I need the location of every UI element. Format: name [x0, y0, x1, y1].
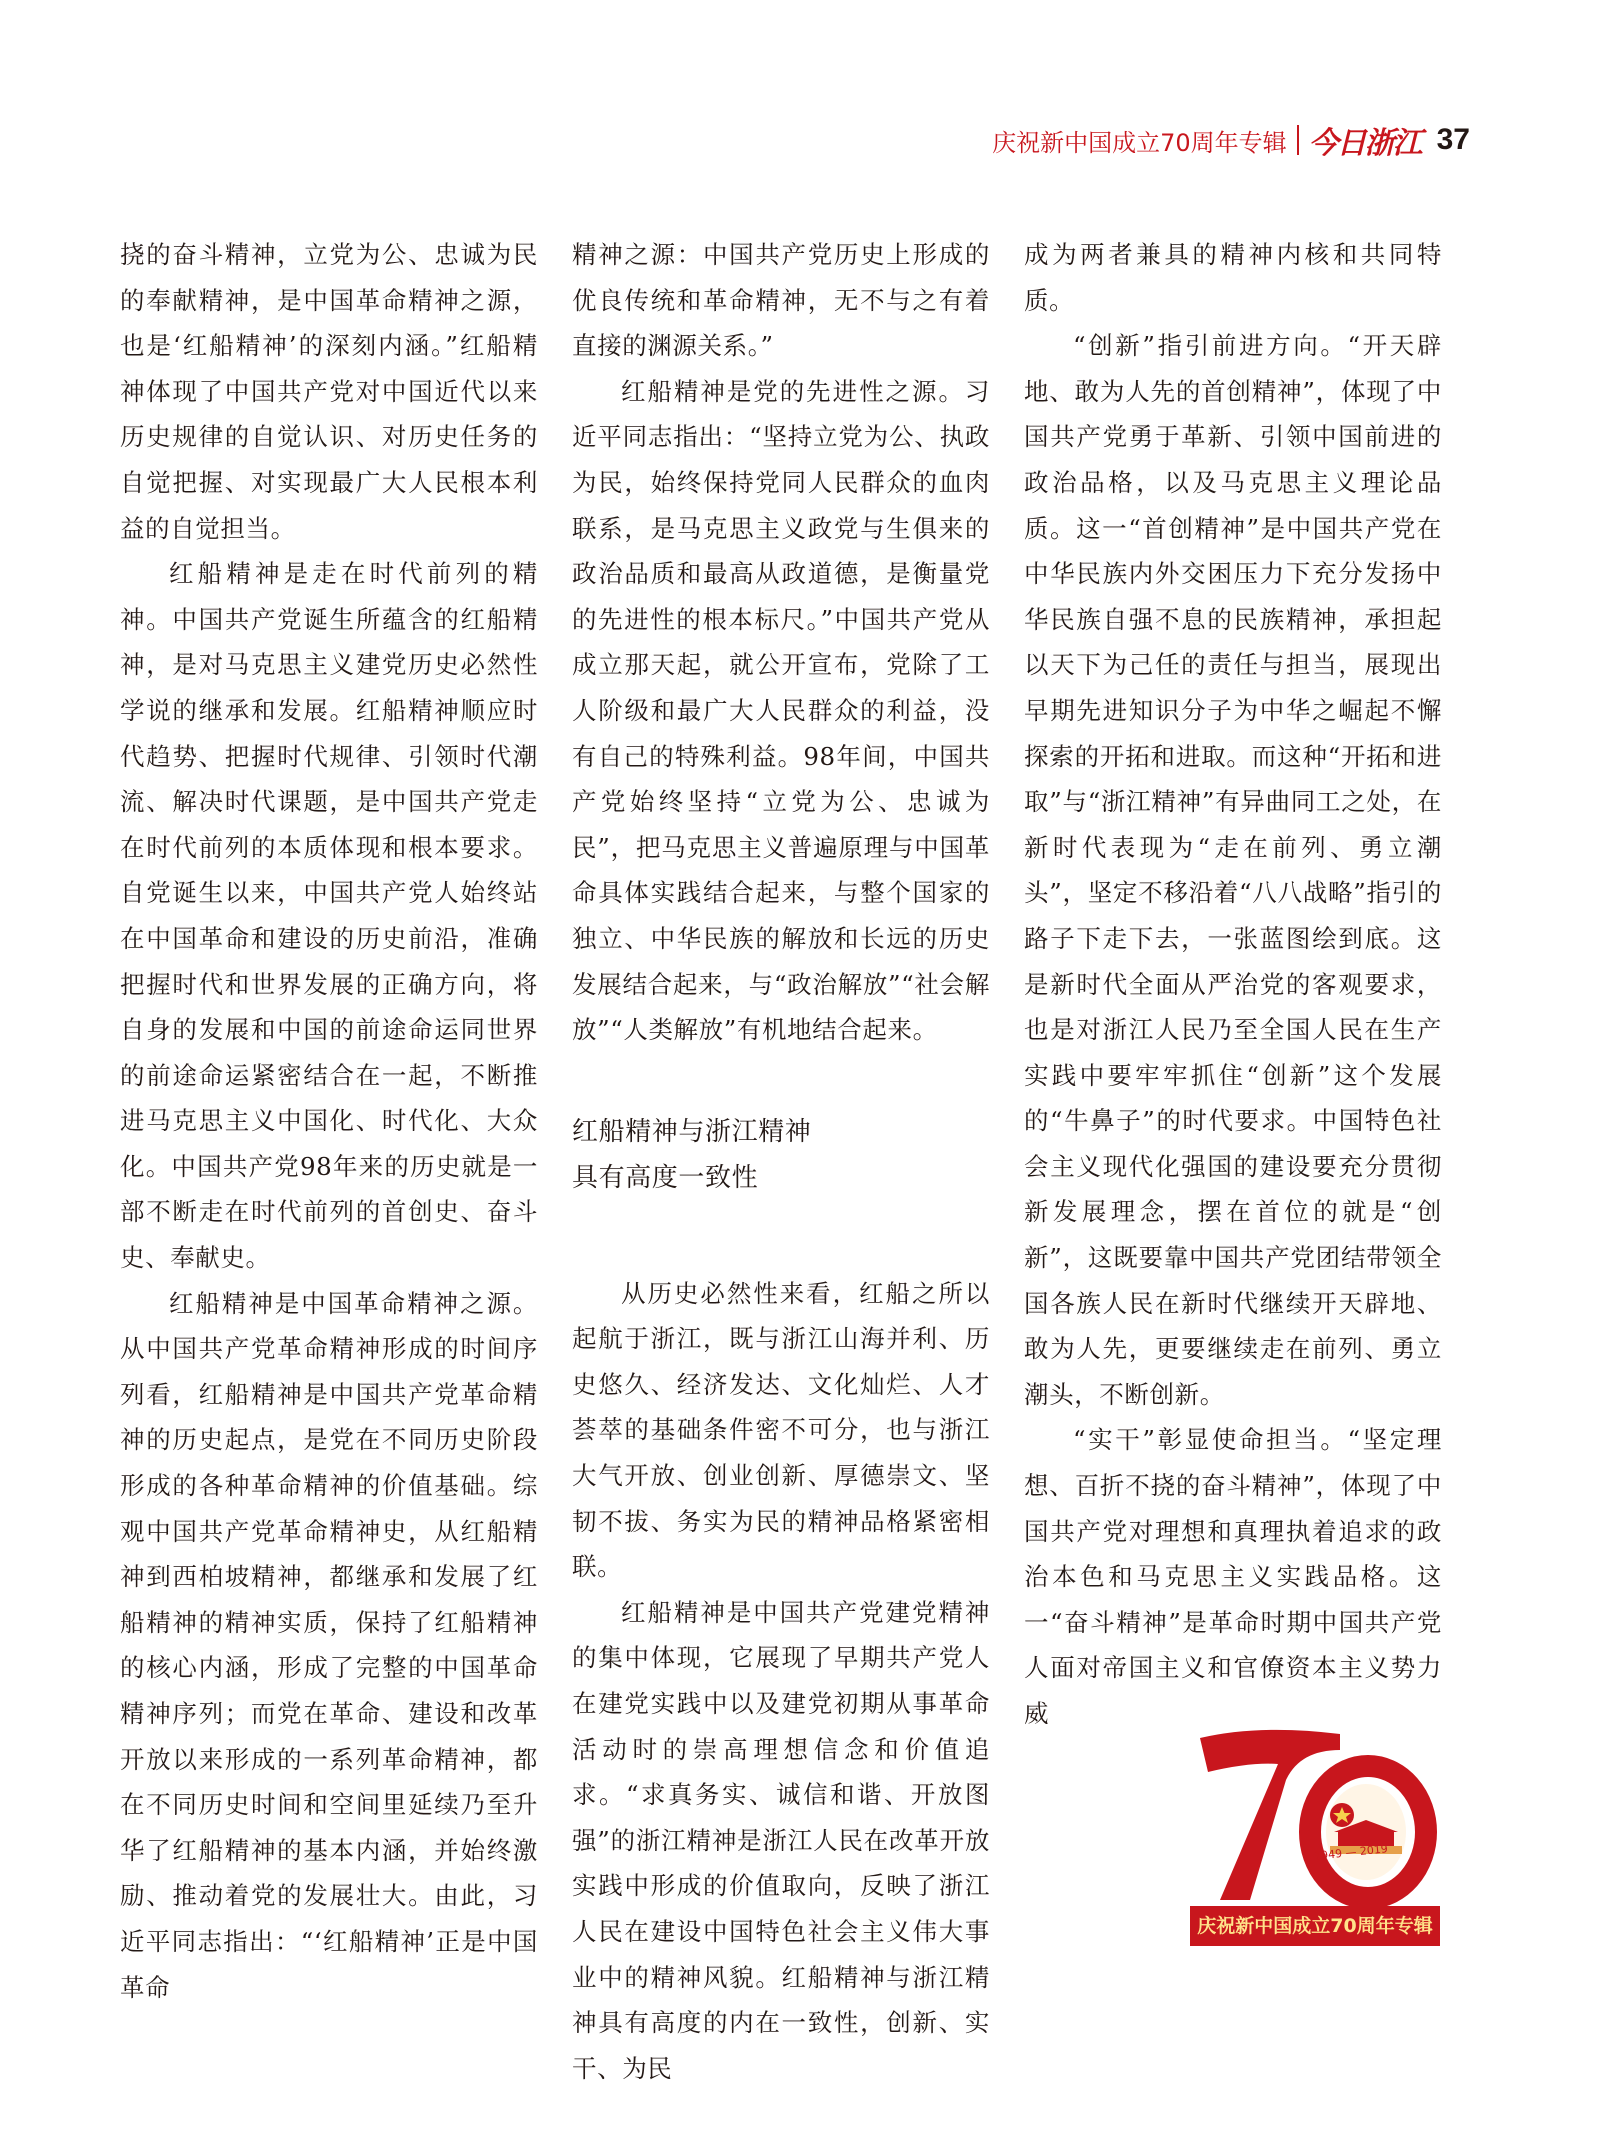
page-header: [992, 120, 1470, 160]
paragraph: 从历史必然性来看，红船之所以起航于浙江，既与浙江山海并利、历史悠久、经济发达、文化灿烂、人才荟萃的基础条件密不可分，也与浙江大气开放、创业创新、厚德崇文、坚韧不拔、务实为民的精神品格紧密相联。: [572, 1278, 990, 1582]
paragraph: 红船精神是中国共产党建党精神的集中体现，它展现了早期共产党人在建党实践中以及建党初期从事革命活动时的崇高理想信念和价值追求。“求真务实、诚信和谐、开放图强”的浙江精神是浙江人民在改革开放实践中形成的价值取向，反映了浙江人民在建设中国特色社会主义伟大事业中的精神风貌。红船精神与浙江精神具有高度的内在一致性，创新、实干、为民: [572, 1597, 990, 2083]
column-1: [120, 232, 538, 2010]
paragraph: “实干”彰显使命担当。“坚定理想、百折不挠的奋斗精神”，体现了中国共产党对理想和真理执着追求的政治本色和马克思主义实践品格。这一“奋斗精神”是革命时期中国共产党人面对帝国主义和官僚资本主义势力威: [1024, 1425, 1442, 1728]
section-title: 庆祝新中国成立70周年专辑: [992, 128, 1287, 157]
paragraph: 成为两者兼具的精神内核和共同特质。: [1024, 240, 1442, 315]
paragraph: “创新”指引前进方向。“开天辟地、敢为人先的首创精神”，体现了中国共产党勇于革新、引领中国前进的政治品格，以及马克思主义理论品质。这一“首创精神”是中国共产党在中华民族内外交困压力下充分发扬中华民族自强不息的民族精神，承担起以天下为己任的责任与担当，展现出早期先进知识分子为中华之崛起不懈探索的开拓和进取。而这种“开拓和进取”与“浙江精神”有异曲同工之处，在新时代表现为“走在前列、勇立潮头”，坚定不移沿着“八八战略”指引的路子下走下去，一张蓝图绘到底。这是新时代全面从严治党的客观要求，也是对浙江人民乃至全国人民在生产实践中要牢牢抓住“创新”这个发展的“牛鼻子”的时代要求。中国特色社会主义现代化强国的建设要充分贯彻新发展理念，摆在首位的就是“创新”，这既要靠中国共产党团结带领全国各族人民在新时代继续开天辟地、敢为人先，更要继续走在前列、勇立潮头，不断创新。: [1024, 331, 1442, 1409]
column-2: [572, 232, 990, 2091]
paragraph: 精神之源：中国共产党历史上形成的优良传统和革命精神，无不与之有着直接的渊源关系。”: [572, 240, 990, 361]
paragraph: 挠的奋斗精神，立党为公、忠诚为民的奉献精神，是中国革命精神之源，也是‘红船精神’的深刻内涵。”红船精神体现了中国共产党对中国近代以来历史规律的自觉认识、对历史任务的自觉把握、对实现最广大人民根本利益的自觉担当。: [120, 240, 538, 543]
subheading-line-2: 具有高度一致性: [572, 1162, 759, 1193]
seventy-logo-icon: [1190, 1720, 1440, 1910]
section-subheading: [572, 1109, 990, 1201]
paragraph: 红船精神是中国革命精神之源。从中国共产党革命精神形成的时间序列看，红船精神是中国共产党革命精神的历史起点，是党在不同历史阶段形成的各种革命精神的价值基础。综观中国共产党革命精神史，从红船精神到西柏坡精神，都继承和发展了红船精神的精神实质，保持了红船精神的核心内涵，形成了完整的中国革命精神序列；而党在革命、建设和改革开放以来形成的一系列革命精神，都在不同历史时间和空间里延续乃至升华了红船精神的基本内涵，并始终激励、推动着党的发展壮大。由此，习近平同志指出：“‘红船精神’正是中国革命: [120, 1288, 538, 2002]
subheading-line-1: 红船精神与浙江精神: [572, 1116, 812, 1147]
magazine-logo: 今日浙江: [1308, 126, 1421, 161]
anniversary-badge: [1190, 1720, 1440, 1950]
badge-years: 1949 — 2019: [1313, 1842, 1389, 1863]
header-divider: [1297, 125, 1299, 155]
page-number: 37: [1436, 123, 1470, 156]
paragraph: 红船精神是走在时代前列的精神。中国共产党诞生所蕴含的红船精神，是对马克思主义建党历史必然性学说的继承和发展。红船精神顺应时代趋势、把握时代规律、引领时代潮流、解决时代课题，是中国共产党走在时代前列的本质体现和根本要求。自党诞生以来，中国共产党人始终站在中国革命和建设的历史前沿，准确把握时代和世界发展的正确方向，将自身的发展和中国的前途命运同世界的前途命运紧密结合在一起，不断推进马克思主义中国化、时代化、大众化。中国共产党98年来的历史就是一部不断走在时代前列的首创史、奋斗史、奉献史。: [120, 559, 538, 1273]
paragraph: 红船精神是党的先进性之源。习近平同志指出：“坚持立党为公、执政为民，始终保持党同人民群众的血肉联系，是马克思主义政党与生俱来的政治品质和最高从政道德，是衡量党的先进性的根本标尺。”中国共产党从成立那天起，就公开宣布，党除了工人阶级和最广大人民群众的利益，没有自己的特殊利益。98年间，中国共产党始终坚持“立党为公、忠诚为民”，把马克思主义普遍原理与中国革命具体实践结合起来，与整个国家的独立、中华民族的解放和长远的历史发展结合起来，与“政治解放”“社会解放”“人类解放”有机地结合起来。: [572, 376, 990, 1045]
column-3: [1024, 232, 1442, 1737]
badge-caption: 庆祝新中国成立70周年专辑: [1190, 1906, 1440, 1946]
